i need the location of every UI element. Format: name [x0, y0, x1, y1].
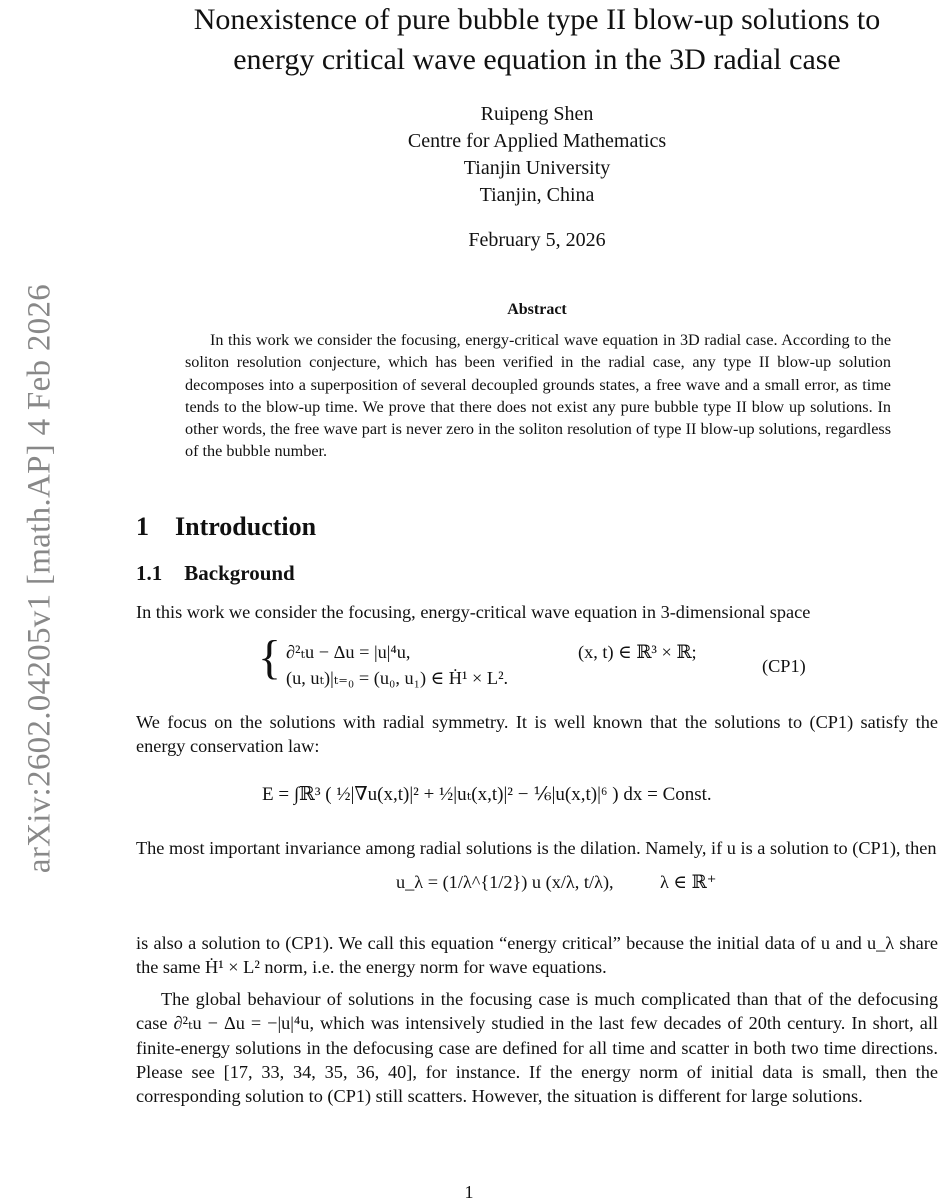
paragraph: We focus on the solutions with radial symmetry. It is well known that the solutions to (CP1) satisfy the energy conservation law:: [136, 712, 938, 757]
equation-line: ∂²ₜu − Δu = |u|⁴u,: [286, 642, 411, 662]
paper-date: February 5, 2026: [468, 229, 606, 251]
equation-line: (u, uₜ)|ₜ₌₀ = (u₀, u₁) ∈ Ḣ¹ × L².: [286, 668, 509, 688]
subsection-heading: [136, 561, 295, 586]
equation-dilation-domain: λ ∈ ℝ⁺: [660, 872, 717, 892]
abstract-text: In this work we consider the focusing, energy-critical wave equation in 3D radial case. According to the soliton resolution conjecture, which has been verified in the radial case, any type II blow-up solution decomposes into a superposition of several decoupled grounds states, a free wave and a small error, as time tends to the blow-up time. We prove that there does not exist any pure bubble type II blow up solutions. In other words, the free wave part is never zero in the soliton resolution of type II blow-up solutions, regardless of the bubble number.: [185, 331, 891, 461]
subsection-title: Background: [184, 561, 295, 585]
paragraph: The most important invariance among radial solutions is the dilation. Namely, if u is a solution to (CP1), then: [136, 838, 937, 858]
affiliation-line: Tianjin University: [463, 157, 611, 179]
equation-label: (CP1): [762, 656, 806, 676]
paper-title: [100, 0, 938, 80]
paragraph: is also a solution to (CP1). We call this equation “energy critical” because the initial data of u and u_λ share the same Ḣ¹ × L² norm, i.e. the energy norm for wave equations.: [136, 933, 938, 978]
section-title: Introduction: [175, 512, 317, 541]
brace: {: [258, 631, 282, 684]
paragraph: The global behaviour of solutions in the focusing case is much complicated than that of the defocusing case ∂²ₜu − Δu = −|u|⁴u, which was intensively studied in the last few decades of 20th century. In short, all finite-energy solutions in the defocusing case are defined for all time and scatter in both two time directions. Please see [17, 33, 34, 35, 36, 40], for instance. If the energy norm of initial data is small, then the corresponding solution to (CP1) still scatters. However, the situation is different for large solutions.: [136, 989, 938, 1107]
author-block: [136, 101, 938, 209]
section-heading: [136, 512, 316, 542]
affiliation-line: Tianjin, China: [479, 184, 595, 206]
equation-domain: (x, t) ∈ ℝ³ × ℝ;: [578, 642, 697, 662]
abstract-heading: Abstract: [507, 301, 567, 318]
title-line: energy critical wave equation in the 3D radial case: [233, 43, 841, 76]
subsection-number: 1.1: [136, 561, 163, 585]
arxiv-stamp: arXiv:2602.04205v1 [math.AP] 4 Feb 2026: [21, 283, 58, 874]
page-number: 1: [464, 1182, 474, 1202]
equation-energy: E = ∫ℝ³ ( ½|∇u(x,t)|² + ½|uₜ(x,t)|² − ⅙|u(x,t)|⁶ ) dx = Const.: [262, 784, 712, 805]
equation-dilation: u_λ = (1/λ^{1/2}) u (x/λ, t/λ),: [396, 872, 614, 892]
section-number: 1: [136, 512, 149, 541]
paragraph: In this work we consider the focusing, energy-critical wave equation in 3-dimensional space: [136, 602, 811, 622]
affiliation-line: Centre for Applied Mathematics: [407, 130, 667, 152]
title-line: Nonexistence of pure bubble type II blow-up solutions to: [193, 3, 881, 36]
author-name: Ruipeng Shen: [480, 103, 594, 125]
